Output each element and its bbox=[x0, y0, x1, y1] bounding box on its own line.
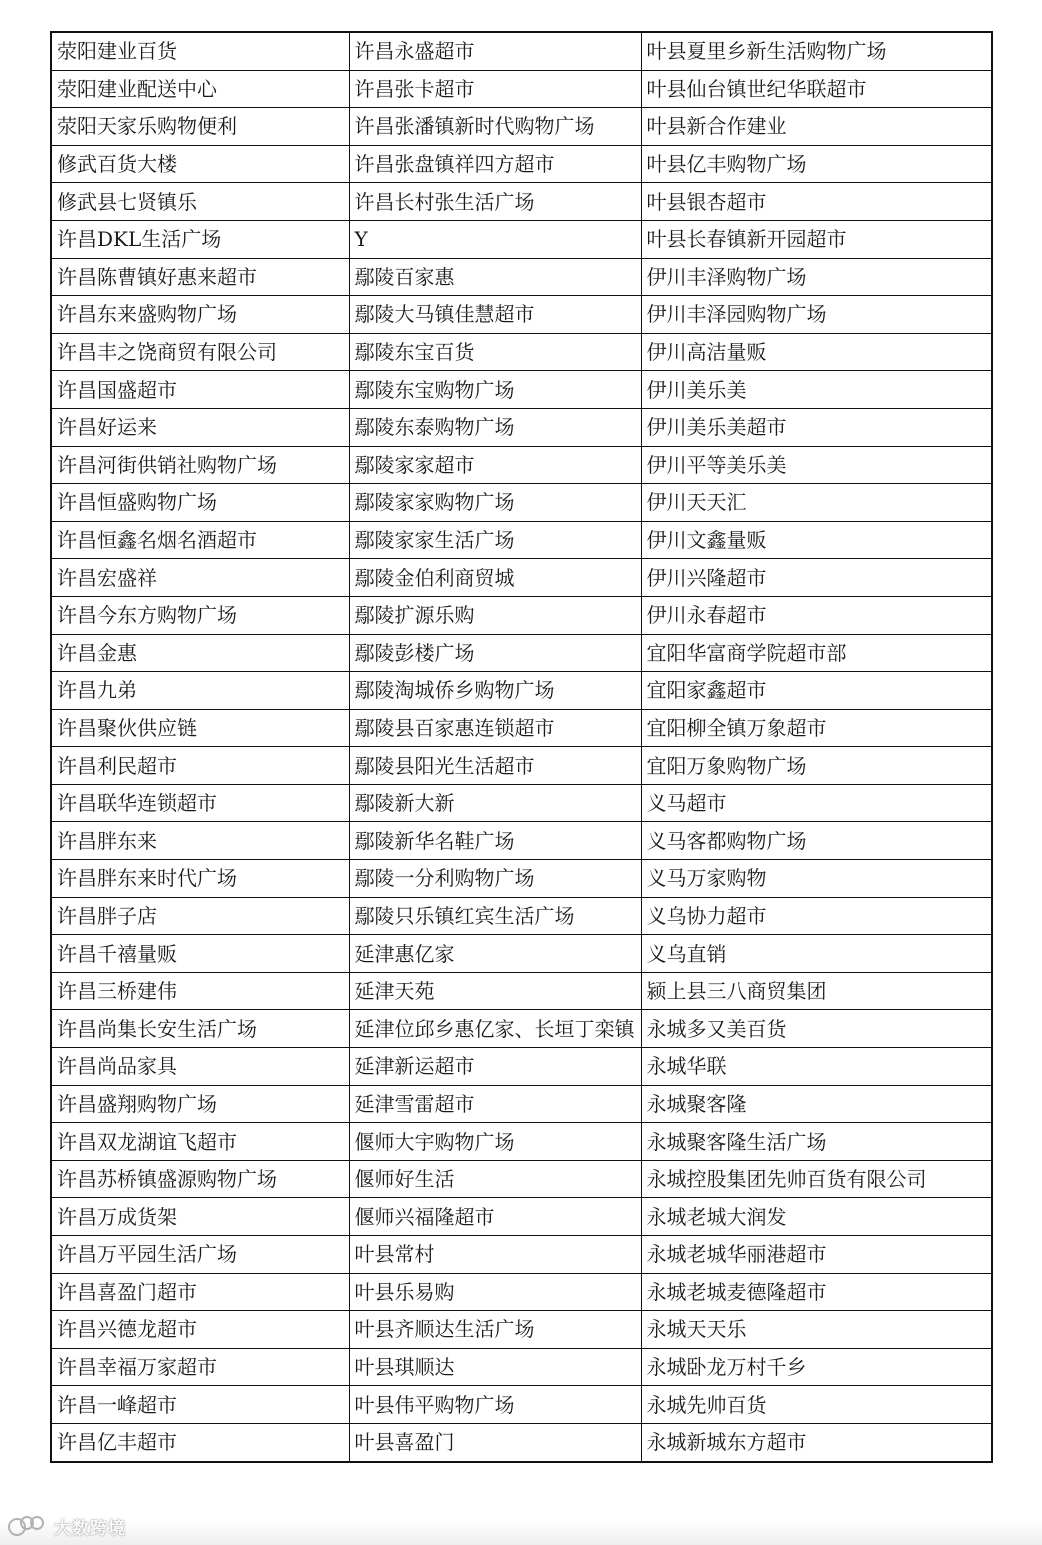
table-cell: 叶县琪顺达 bbox=[349, 1348, 641, 1386]
table-row bbox=[51, 296, 992, 334]
table-cell: 叶县喜盈门 bbox=[349, 1423, 641, 1461]
table-cell: 伊川美乐美超市 bbox=[641, 408, 992, 446]
table-cell: 鄢陵县百家惠连锁超市 bbox=[349, 709, 641, 747]
table-cell: 偃师好生活 bbox=[349, 1160, 641, 1198]
table-cell: 偃师大宇购物广场 bbox=[349, 1123, 641, 1161]
table-cell: 许昌利民超市 bbox=[51, 747, 349, 785]
table-row bbox=[51, 220, 992, 258]
table-row bbox=[51, 747, 992, 785]
table-cell: 叶县新合作建业 bbox=[641, 108, 992, 146]
table-cell: 许昌胖子店 bbox=[51, 897, 349, 935]
table-row bbox=[51, 709, 992, 747]
table-row bbox=[51, 672, 992, 710]
table-row bbox=[51, 1236, 992, 1274]
table-cell: 许昌尚集长安生活广场 bbox=[51, 1010, 349, 1048]
table-cell: 鄢陵东宝购物广场 bbox=[349, 371, 641, 409]
table-row bbox=[51, 145, 992, 183]
table-cell: 伊川美乐美 bbox=[641, 371, 992, 409]
table-cell: 许昌千禧量贩 bbox=[51, 935, 349, 973]
table-cell: 许昌好运来 bbox=[51, 408, 349, 446]
table-row bbox=[51, 371, 992, 409]
table-cell: 义马超市 bbox=[641, 784, 992, 822]
table-row bbox=[51, 596, 992, 634]
table-cell: 永城先帅百货 bbox=[641, 1386, 992, 1424]
table-cell: 许昌东来盛购物广场 bbox=[51, 296, 349, 334]
table-cell: 义乌直销 bbox=[641, 935, 992, 973]
table-cell: 荥阳建业百货 bbox=[51, 32, 349, 70]
table-cell: 鄢陵县阳光生活超市 bbox=[349, 747, 641, 785]
table-row bbox=[51, 860, 992, 898]
table-cell: 许昌万平园生活广场 bbox=[51, 1236, 349, 1274]
table-row bbox=[51, 559, 992, 597]
table-cell: 许昌国盛超市 bbox=[51, 371, 349, 409]
table-row bbox=[51, 108, 992, 146]
table-cell: 永城老城大润发 bbox=[641, 1198, 992, 1236]
table-cell: 许昌九弟 bbox=[51, 672, 349, 710]
table-cell: 修武县七贤镇乐 bbox=[51, 183, 349, 221]
table-cell: 许昌盛翔购物广场 bbox=[51, 1085, 349, 1123]
table-cell: 许昌喜盈门超市 bbox=[51, 1273, 349, 1311]
table-cell: 伊川丰泽园购物广场 bbox=[641, 296, 992, 334]
table-cell: 延津雪雷超市 bbox=[349, 1085, 641, 1123]
table-cell: 鄢陵家家购物广场 bbox=[349, 484, 641, 522]
table-row bbox=[51, 972, 992, 1010]
table-cell: 许昌幸福万家超市 bbox=[51, 1348, 349, 1386]
table-row bbox=[51, 183, 992, 221]
table-cell: 永城老城华丽港超市 bbox=[641, 1236, 992, 1274]
table-cell: 颍上县三八商贸集团 bbox=[641, 972, 992, 1010]
table-row bbox=[51, 897, 992, 935]
table-cell: 鄢陵新华名鞋广场 bbox=[349, 822, 641, 860]
table-cell: 叶县常村 bbox=[349, 1236, 641, 1274]
table-cell: 永城聚客隆生活广场 bbox=[641, 1123, 992, 1161]
table-cell: 许昌亿丰超市 bbox=[51, 1423, 349, 1461]
table-row bbox=[51, 1010, 992, 1048]
table-row bbox=[51, 1048, 992, 1086]
table-cell: 永城聚客隆 bbox=[641, 1085, 992, 1123]
table-cell: 修武百货大楼 bbox=[51, 145, 349, 183]
table-cell: 许昌长村张生活广场 bbox=[349, 183, 641, 221]
table-row bbox=[51, 1386, 992, 1424]
table-cell: 许昌一峰超市 bbox=[51, 1386, 349, 1424]
table-cell: 许昌兴德龙超市 bbox=[51, 1311, 349, 1349]
table-row bbox=[51, 1085, 992, 1123]
table-cell: 鄢陵彭楼广场 bbox=[349, 634, 641, 672]
table-cell: 伊川平等美乐美 bbox=[641, 446, 992, 484]
table-cell: 叶县亿丰购物广场 bbox=[641, 145, 992, 183]
table-cell: 叶县银杏超市 bbox=[641, 183, 992, 221]
table-cell: 永城新城东方超市 bbox=[641, 1423, 992, 1461]
table-cell: 宜阳家鑫超市 bbox=[641, 672, 992, 710]
table-cell: 宜阳柳全镇万象超市 bbox=[641, 709, 992, 747]
store-list-table bbox=[50, 31, 993, 1463]
table-row bbox=[51, 634, 992, 672]
table-cell: 伊川兴隆超市 bbox=[641, 559, 992, 597]
table-cell: 延津天苑 bbox=[349, 972, 641, 1010]
table-cell: 鄢陵淘城侨乡购物广场 bbox=[349, 672, 641, 710]
table-cell: 鄢陵家家生活广场 bbox=[349, 521, 641, 559]
table-row bbox=[51, 521, 992, 559]
table-cell: 许昌DKL生活广场 bbox=[51, 220, 349, 258]
table-cell: 许昌双龙湖谊飞超市 bbox=[51, 1123, 349, 1161]
table-cell: 许昌恒鑫名烟名酒超市 bbox=[51, 521, 349, 559]
table-cell: 叶县长春镇新开园超市 bbox=[641, 220, 992, 258]
table-row bbox=[51, 446, 992, 484]
table-cell: 许昌尚品家具 bbox=[51, 1048, 349, 1086]
table-row bbox=[51, 70, 992, 108]
table-cell: 许昌张盘镇祥四方超市 bbox=[349, 145, 641, 183]
table-cell: 永城多又美百货 bbox=[641, 1010, 992, 1048]
table-cell: 义马客都购物广场 bbox=[641, 822, 992, 860]
table-cell: 许昌永盛超市 bbox=[349, 32, 641, 70]
table-cell: 许昌聚伙供应链 bbox=[51, 709, 349, 747]
table-cell: 许昌三桥建伟 bbox=[51, 972, 349, 1010]
table-row bbox=[51, 822, 992, 860]
table-row bbox=[51, 1311, 992, 1349]
table-cell: 延津新运超市 bbox=[349, 1048, 641, 1086]
table-cell: 许昌胖东来 bbox=[51, 822, 349, 860]
table-cell: 偃师兴福隆超市 bbox=[349, 1198, 641, 1236]
table-row bbox=[51, 333, 992, 371]
table-body bbox=[51, 32, 992, 1462]
table-cell: 鄢陵扩源乐购 bbox=[349, 596, 641, 634]
table-cell: 许昌今东方购物广场 bbox=[51, 596, 349, 634]
table-cell: 叶县乐易购 bbox=[349, 1273, 641, 1311]
table-row bbox=[51, 1160, 992, 1198]
table-cell: 永城华联 bbox=[641, 1048, 992, 1086]
table-cell: 叶县齐顺达生活广场 bbox=[349, 1311, 641, 1349]
table-cell: 伊川高洁量贩 bbox=[641, 333, 992, 371]
table-cell: 荥阳天家乐购物便利 bbox=[51, 108, 349, 146]
table-cell: 许昌苏桥镇盛源购物广场 bbox=[51, 1160, 349, 1198]
table-cell: 许昌河街供销社购物广场 bbox=[51, 446, 349, 484]
table-cell: 伊川永春超市 bbox=[641, 596, 992, 634]
table-cell: 鄢陵大马镇佳慧超市 bbox=[349, 296, 641, 334]
table-cell: 鄢陵家家超市 bbox=[349, 446, 641, 484]
table-row bbox=[51, 1198, 992, 1236]
table-cell: 鄢陵东泰购物广场 bbox=[349, 408, 641, 446]
table-cell: 义乌协力超市 bbox=[641, 897, 992, 935]
table-cell: 鄢陵金伯利商贸城 bbox=[349, 559, 641, 597]
table-row bbox=[51, 408, 992, 446]
table-cell: 鄢陵只乐镇红宾生活广场 bbox=[349, 897, 641, 935]
table-cell: 鄢陵百家惠 bbox=[349, 258, 641, 296]
table-cell: 许昌万成货架 bbox=[51, 1198, 349, 1236]
table-cell: 许昌张卡超市 bbox=[349, 70, 641, 108]
table-cell: 许昌宏盛祥 bbox=[51, 559, 349, 597]
table-cell: 许昌丰之饶商贸有限公司 bbox=[51, 333, 349, 371]
table-cell: 许昌张潘镇新时代购物广场 bbox=[349, 108, 641, 146]
table-cell: 许昌恒盛购物广场 bbox=[51, 484, 349, 522]
table-cell: 伊川丰泽购物广场 bbox=[641, 258, 992, 296]
brand-logo-icon bbox=[8, 1515, 48, 1537]
watermark-text: 大数跨境 bbox=[54, 1518, 126, 1539]
table-row bbox=[51, 484, 992, 522]
table-cell: 宜阳华富商学院超市部 bbox=[641, 634, 992, 672]
table-row bbox=[51, 32, 992, 70]
table-cell: 鄢陵新大新 bbox=[349, 784, 641, 822]
table-row bbox=[51, 1123, 992, 1161]
table-cell: Y bbox=[349, 220, 641, 258]
table-row bbox=[51, 1423, 992, 1461]
table-row bbox=[51, 1273, 992, 1311]
table-cell: 叶县夏里乡新生活购物广场 bbox=[641, 32, 992, 70]
table-cell: 许昌胖东来时代广场 bbox=[51, 860, 349, 898]
table-row bbox=[51, 935, 992, 973]
table-cell: 叶县仙台镇世纪华联超市 bbox=[641, 70, 992, 108]
table-cell: 永城卧龙万村千乡 bbox=[641, 1348, 992, 1386]
table-cell: 延津位邱乡惠亿家、长垣丁栾镇 bbox=[349, 1010, 641, 1048]
table-cell: 永城天天乐 bbox=[641, 1311, 992, 1349]
table-cell: 延津惠亿家 bbox=[349, 935, 641, 973]
table-cell: 义马万家购物 bbox=[641, 860, 992, 898]
table-cell: 许昌金惠 bbox=[51, 634, 349, 672]
table-cell: 伊川文鑫量贩 bbox=[641, 521, 992, 559]
watermark bbox=[8, 1512, 126, 1540]
table-cell: 许昌联华连锁超市 bbox=[51, 784, 349, 822]
table-cell: 永城控股集团先帅百货有限公司 bbox=[641, 1160, 992, 1198]
table-row bbox=[51, 784, 992, 822]
table-cell: 宜阳万象购物广场 bbox=[641, 747, 992, 785]
table-cell: 荥阳建业配送中心 bbox=[51, 70, 349, 108]
table-cell: 许昌陈曹镇好惠来超市 bbox=[51, 258, 349, 296]
table-cell: 鄢陵一分利购物广场 bbox=[349, 860, 641, 898]
table-cell: 伊川天天汇 bbox=[641, 484, 992, 522]
table-row bbox=[51, 1348, 992, 1386]
table-cell: 鄢陵东宝百货 bbox=[349, 333, 641, 371]
table-cell: 叶县伟平购物广场 bbox=[349, 1386, 641, 1424]
table-row bbox=[51, 258, 992, 296]
table-cell: 永城老城麦德隆超市 bbox=[641, 1273, 992, 1311]
